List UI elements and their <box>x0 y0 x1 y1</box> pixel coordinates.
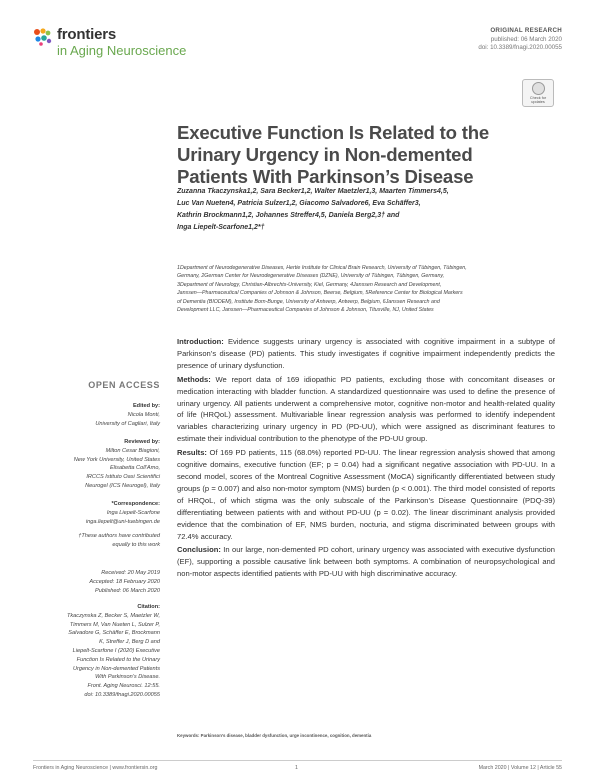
footer-issue-info: March 2020 | Volume 12 | Article 55 <box>478 765 562 771</box>
reviewer-line: New York University, United States <box>73 456 160 463</box>
correspondence-block <box>26 500 160 526</box>
reviewer-line: Elisabetta Coll’Amo, <box>109 465 160 472</box>
affiliation-line: Germany, 2German Center for Neurodegenerative Diseases (DZNE), University of Tübingen, Tübingen, Germany, <box>177 273 445 280</box>
date-line: Accepted: 18 February 2020 <box>89 578 160 585</box>
doi[interactable]: doi: 10.3389/fnagi.2020.00055 <box>478 44 562 51</box>
conclusion-label: Conclusion: <box>177 545 221 555</box>
equal-line: equally to this work <box>112 541 160 548</box>
abstract-conclusion <box>177 544 555 580</box>
open-access-label: OPEN ACCESS <box>88 380 160 390</box>
reviewed-by-heading: Reviewed by: <box>124 439 160 445</box>
reviewer-line: IRCCS Istituto Oasi Scientifici <box>86 474 160 481</box>
dates-block <box>26 569 160 595</box>
abstract <box>177 336 555 582</box>
journal-name: in Aging Neuroscience <box>57 43 187 58</box>
citation-heading: Citation: <box>137 604 160 610</box>
conclusion-text: In our large, non-demented PD cohort, urinary urgency was associated with executive dysfunction (EF), supporting a possible causative link between both symptoms. A combination of neuropsychological and non-motor aspects identified patients with PD-UU with high discriminative accuracy. <box>177 545 555 579</box>
check-updates-icon <box>532 82 545 95</box>
equal-line: †These authors have contributed <box>78 533 160 539</box>
citation-line: K, Streffer J, Berg D and <box>99 639 160 646</box>
edited-by-block <box>26 402 160 428</box>
citation-line: Urgency in Non-demented Patients <box>72 665 160 672</box>
intro-text: Evidence suggests urinary urgency is associated with cognitive impairment in a subtype of Parkinson’s disease (PD) patients. This study investigates if cognitive impairment independently predicts the presence of urinary dysfunction. <box>177 337 555 370</box>
citation-line: With Parkinson’s Disease. <box>95 674 160 681</box>
abstract-introduction <box>177 336 555 372</box>
citation-line: Liepelt-Scarfone I (2020) Executive <box>72 647 160 654</box>
author-line[interactable]: Inga Liepelt-Scarfone1,2*† <box>177 224 265 231</box>
published-date: published: 06 March 2020 <box>490 35 562 43</box>
affiliation-line: 3Department of Neurology, Christian-Albrechts-University, Kiel, Germany, 4Janssen Research and Development, <box>177 281 442 288</box>
title-line: Executive Function Is Related to the <box>177 122 490 143</box>
edited-by-heading: Edited by: <box>132 403 160 409</box>
author-line[interactable]: Kathrin Brockmann1,2, Johannes Streffer4,5, Daniela Berg2,3† and <box>177 212 400 219</box>
abstract-results <box>177 447 555 542</box>
affiliation-line: Janssen—Pharmaceutical Companies of Johnson & Johnson, Beerse, Belgium, 5Reference Center for Biological Markers <box>177 290 463 297</box>
author-list <box>177 186 537 234</box>
date-line: Published: 06 March 2020 <box>95 587 160 594</box>
citation-block <box>26 603 160 700</box>
citation-line: Function Is Related to the Urinary <box>76 656 160 663</box>
reviewer-line: Neurogel (ICS Neurogel), Italy <box>85 482 160 489</box>
article-meta <box>478 27 562 53</box>
equal-contribution-note <box>26 532 160 550</box>
methods-text: We report data of 169 idiopathic PD patients, excluding those with concomitant diseases or medication interacting with bladder function. A standardized questionnaire was used to define the presence of urinary urgency. All patients underwent a comprehensive motor, cognitive non-motor and health-related quality of life (HRQoL) assessment. Multivariable linear regression analysis was performed to identify independent variables characterizing urinary urgency in PD (PD-UU), which were assigned as discriminant features to estimate their individual contribution to the phenotype of the PD-UU group. <box>177 374 555 444</box>
affiliations <box>177 264 552 314</box>
date-line: Received: 20 May 2019 <box>101 570 160 576</box>
footer-journal-link[interactable]: Frontiers in Aging Neuroscience | www.frontiersin.org <box>33 765 158 771</box>
editor-line: University of Cagliari, Italy <box>95 420 160 427</box>
author-line[interactable]: Luc Van Nueten4, Patricia Sulzer1,2, Giacomo Salvadore6, Eva Schäffer3, <box>177 200 421 207</box>
title-line: Urinary Urgency in Non-demented <box>177 144 473 165</box>
article-type: ORIGINAL RESEARCH <box>490 27 562 34</box>
check-for-updates-badge[interactable] <box>522 79 554 107</box>
badge-text-1: Check for <box>529 96 547 100</box>
citation-line: Tkaczynska Z, Becker S, Maetzler W, <box>66 612 160 619</box>
keywords: Keywords: Parkinson’s disease, bladder dysfunction, urge incontinence, cognition, dementia <box>177 733 372 738</box>
editor-line: Nicola Monti, <box>127 411 160 418</box>
footer-divider <box>33 760 562 761</box>
correspondence-email[interactable]: inga.liepelt@uni-tuebingen.de <box>85 518 160 525</box>
affiliation-line: Development LLC, Janssen—Pharmaceutical Companies of Johnson & Johnson, Titusville, NJ, United States <box>177 307 434 314</box>
citation-line[interactable]: doi: 10.3389/fnagi.2020.00055 <box>84 691 160 698</box>
results-label: Results: <box>177 448 207 458</box>
article-title <box>177 122 557 188</box>
abstract-methods <box>177 374 555 445</box>
affiliation-line: of Dementia (BIODEM), Institute Born-Bunge, University of Antwerp, Antwerp, Belgium, 6Janssen Research and <box>177 298 440 305</box>
reviewed-by-block <box>26 438 160 491</box>
frontiers-logo-icon <box>33 28 53 46</box>
title-line: Patients With Parkinson’s Disease <box>177 166 474 187</box>
page-number: 1 <box>295 765 298 771</box>
reviewer-line: Milton Cesar Biagioni, <box>105 447 160 454</box>
methods-label: Methods: <box>177 374 211 384</box>
citation-line: Front. Aging Neurosci. 12:55. <box>87 683 160 690</box>
correspondence-heading: *Correspondence: <box>111 501 160 507</box>
citation-line: Salvadore G, Schäffer E, Brockmann <box>68 630 160 637</box>
author-line[interactable]: Zuzanna Tkaczynska1,2, Sara Becker1,2, Walter Maetzler1,3, Maarten Timmers4,5, <box>177 188 449 195</box>
intro-label: Introduction: <box>177 337 224 346</box>
results-text: Of 169 PD patients, 115 (68.0%) reported PD-UU. The linear regression analysis showed that among cognitive domains, executive function (EF; p = 0.04) had a significant negative association with PD-UU. In a second model, scores of the Montreal Cognitive Assessment (MoCA) significantly differentiated between study groups (p = 0.007) and also non-motor symptom (NMS) burden (p < 0.001). The third model consisted of reports of HRQoL, of which stigma was the only subscale of the Parkinson’s Disease Questionnaire (PDQ-39) differentiating between patients with and without PD-UU (p = 0.02). The linear discriminant analysis provided evidence that the combination of EF, NMS burden, nocturia, and stigma discriminated between groups with 72.4% accuracy. <box>177 448 555 541</box>
affiliation-line: 1Department of Neurodegenerative Diseases, Hertie Institute for Clinical Brain Research, University of Tübingen, Tübingen, <box>177 265 467 271</box>
badge-text-2: updates <box>531 100 545 105</box>
brand-name: frontiers <box>57 26 117 43</box>
citation-line: Timmers M, Van Nueten L, Sulzer P, <box>69 621 160 628</box>
correspondence-line: Inga Liepelt-Scarfone <box>106 509 160 516</box>
